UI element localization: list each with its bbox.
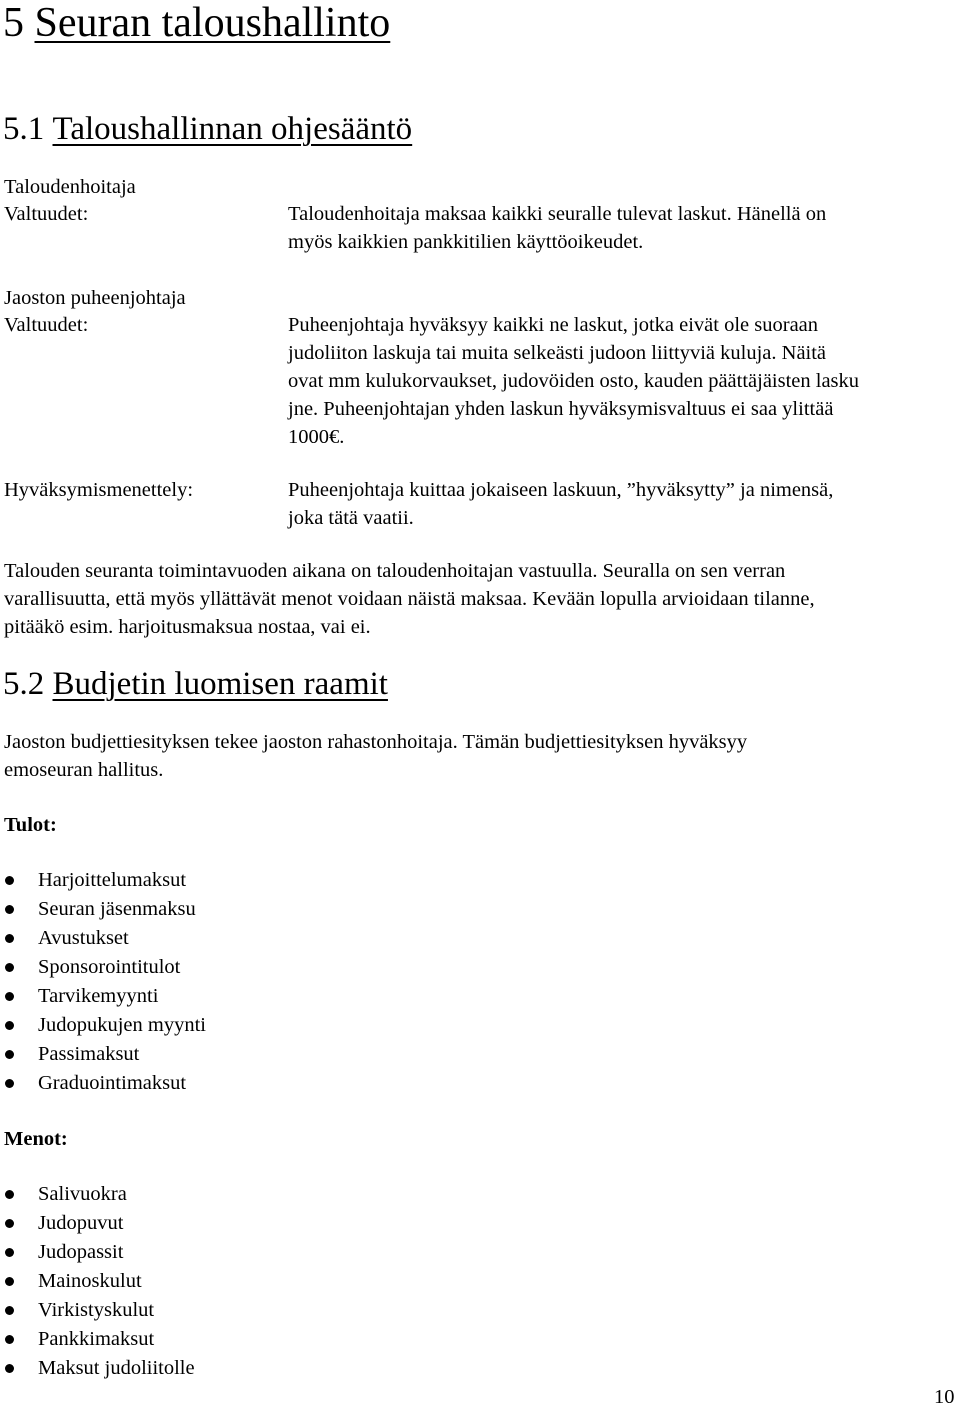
income-heading: Tulot: xyxy=(4,814,57,836)
income-item: Judopukujen myynti xyxy=(38,1014,206,1036)
monitoring-line: Talouden seuranta toimintavuoden aikana on taloudenhoitajan vastuulla. Seuralla on sen verran xyxy=(4,560,786,582)
list-item xyxy=(4,1209,195,1238)
chair-powers-line: judoliiton laskuja tai muita selkeästi judoon liittyviä kuluja. Näitä xyxy=(288,342,827,364)
bullet-icon xyxy=(5,905,14,914)
income-item: Tarvikemyynti xyxy=(38,985,159,1007)
approval-label: Hyväksymismenettely: xyxy=(4,479,194,501)
list-item xyxy=(4,895,206,924)
treasurer-role: Taloudenhoitaja xyxy=(4,176,136,198)
monitoring-line: varallisuutta, että myös yllättävät menot voidaan näistä maksaa. Kevään lopulla arvioidaan tilanne, xyxy=(4,588,815,610)
expense-item: Salivuokra xyxy=(38,1183,127,1205)
list-item xyxy=(4,1011,206,1040)
section-number: 5.2 xyxy=(3,666,45,702)
expense-item: Pankkimaksut xyxy=(38,1328,155,1350)
bullet-icon xyxy=(5,1364,14,1373)
list-item xyxy=(4,1296,195,1325)
bullet-icon xyxy=(5,1306,14,1315)
list-item xyxy=(4,1040,206,1069)
section-number: 5.1 xyxy=(3,111,45,147)
bullet-icon xyxy=(5,1277,14,1286)
approval-line: joka tätä vaatii. xyxy=(288,507,414,529)
list-item xyxy=(4,1238,195,1267)
treasurer-powers-line: myös kaikkien pankkitilien käyttöoikeudet. xyxy=(288,231,644,253)
bullet-icon xyxy=(5,1335,14,1344)
list-item xyxy=(4,1180,195,1209)
monitoring-line: pitääkö esim. harjoitusmaksua nostaa, vai ei. xyxy=(4,616,371,638)
list-item xyxy=(4,1267,195,1296)
bullet-icon xyxy=(5,1248,14,1257)
page-number: 10 xyxy=(934,1386,955,1408)
income-item: Avustukset xyxy=(38,927,129,949)
treasurer-powers-label: Valtuudet: xyxy=(4,203,89,225)
chapter-heading xyxy=(3,2,390,44)
bullet-icon xyxy=(5,1050,14,1059)
income-item: Harjoittelumaksut xyxy=(38,869,187,891)
bullet-icon xyxy=(5,1021,14,1030)
approval-line: Puheenjohtaja kuittaa jokaiseen laskuun, ”hyväksytty” ja nimensä, xyxy=(288,479,834,501)
bullet-icon xyxy=(5,1079,14,1088)
chair-powers-line: 1000€. xyxy=(288,426,345,448)
budget-intro-line: Jaoston budjettiesityksen tekee jaoston rahastonhoitaja. Tämän budjettiesityksen hyväksyy xyxy=(4,731,748,753)
chair-role: Jaoston puheenjohtaja xyxy=(4,287,186,309)
list-item xyxy=(4,924,206,953)
list-item xyxy=(4,953,206,982)
chair-powers-line: jne. Puheenjohtajan yhden laskun hyväksymisvaltuus ei saa ylittää xyxy=(288,398,834,420)
expense-item: Judopuvut xyxy=(38,1212,124,1234)
expense-item: Virkistyskulut xyxy=(38,1299,155,1321)
section-heading-5-1 xyxy=(3,113,412,146)
chair-powers-line: ovat mm kulukorvaukset, judovöiden osto, kauden päättäjäisten lasku xyxy=(288,370,860,392)
expenses-heading: Menot: xyxy=(4,1128,68,1150)
expense-item: Mainoskulut xyxy=(38,1270,142,1292)
income-item: Passimaksut xyxy=(38,1043,140,1065)
chapter-title: Seuran taloushallinto xyxy=(34,0,391,46)
chapter-number: 5 xyxy=(3,0,24,46)
income-list xyxy=(4,866,206,1098)
income-item: Graduointimaksut xyxy=(38,1072,187,1094)
chair-powers-line: Puheenjohtaja hyväksyy kaikki ne laskut, jotka eivät ole suoraan xyxy=(288,314,819,336)
expenses-list xyxy=(4,1180,195,1383)
bullet-icon xyxy=(5,876,14,885)
bullet-icon xyxy=(5,1190,14,1199)
bullet-icon xyxy=(5,992,14,1001)
bullet-icon xyxy=(5,934,14,943)
section-heading-5-2 xyxy=(3,668,388,701)
budget-intro-line: emoseuran hallitus. xyxy=(4,759,164,781)
section-title: Budjetin luomisen raamit xyxy=(52,666,388,702)
bullet-icon xyxy=(5,1219,14,1228)
chair-powers-label: Valtuudet: xyxy=(4,314,89,336)
bullet-icon xyxy=(5,963,14,972)
list-item xyxy=(4,866,206,895)
section-title: Taloushallinnan ohjesääntö xyxy=(52,111,413,147)
list-item xyxy=(4,1325,195,1354)
list-item xyxy=(4,982,206,1011)
list-item xyxy=(4,1069,206,1098)
expense-item: Judopassit xyxy=(38,1241,124,1263)
income-item: Sponsorointitulot xyxy=(38,956,181,978)
expense-item: Maksut judoliitolle xyxy=(38,1357,195,1379)
treasurer-powers-line: Taloudenhoitaja maksaa kaikki seuralle tulevat laskut. Hänellä on xyxy=(288,203,827,225)
income-item: Seuran jäsenmaksu xyxy=(38,898,196,920)
list-item xyxy=(4,1354,195,1383)
